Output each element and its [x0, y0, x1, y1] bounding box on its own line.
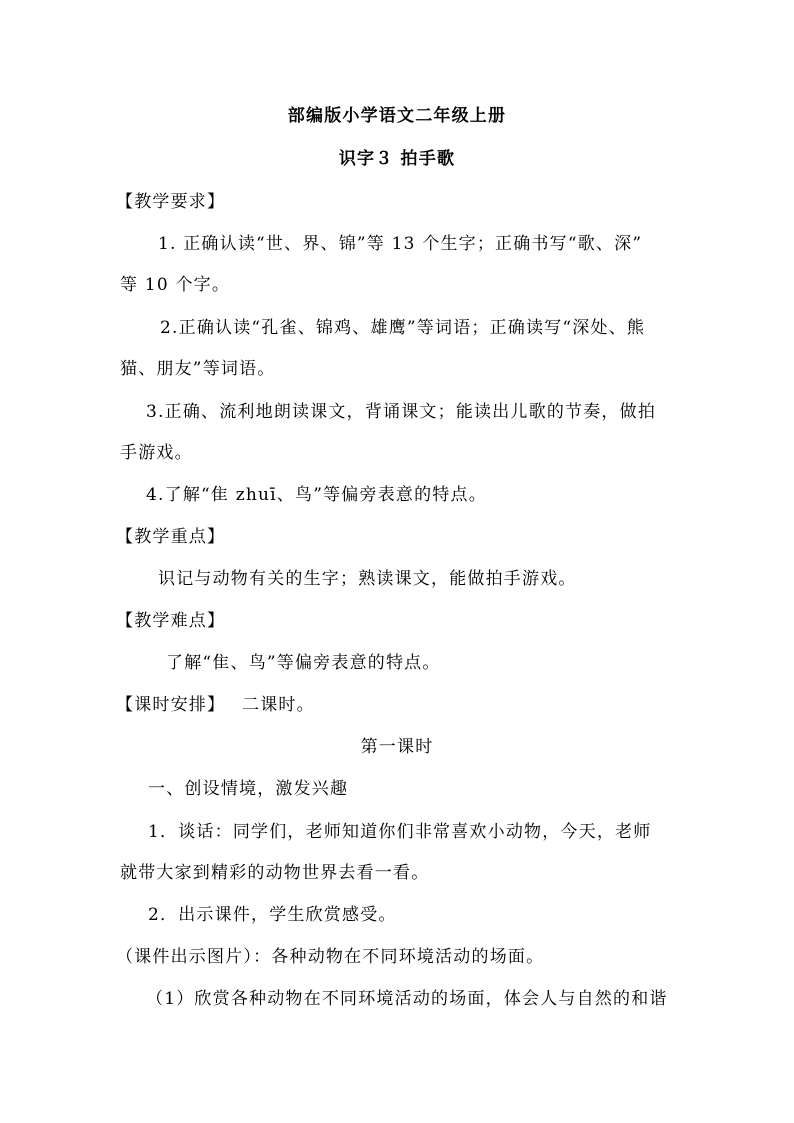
difficulties-text: 了解“隹、鸟”等偏旁表意的特点。	[166, 653, 441, 673]
lesson-line: 2．出示课件，学生欣赏感受。	[148, 905, 397, 925]
requirement-line: 等 10 个字。	[120, 275, 231, 295]
schedule-heading: 【课时安排】	[116, 695, 226, 715]
requirement-line: 3.正确、流利地朗读课文，背诵课文；能读出儿歌的节奏，做拍	[146, 402, 657, 422]
key-points-heading: 【教学重点】	[116, 527, 226, 547]
requirement-line: 4.了解“隹 zhuī、鸟”等偏旁表意的特点。	[146, 485, 487, 505]
difficulties-heading: 【教学难点】	[116, 611, 226, 631]
lesson-line: （课件出示图片）：各种动物在不同环境活动的场面。	[116, 947, 545, 967]
requirement-line: 猫、朋友”等词语。	[120, 359, 276, 379]
key-points-text: 识记与动物有关的生字；熟读课文，能做拍手游戏。	[158, 569, 577, 589]
requirements-heading: 【教学要求】	[116, 192, 226, 212]
requirement-line: 1. 正确认读“世、界、锦”等 13 个生字；正确书写“歌、深”	[158, 234, 643, 254]
section-heading: 一、创设情境，激发兴趣	[148, 779, 349, 799]
doc-title: 部编版小学语文二年级上册	[287, 106, 507, 126]
lesson-line: 1．谈话：同学们，老师知道你们非常喜欢小动物，今天，老师	[148, 822, 652, 842]
requirement-line: 2.正确认读“孔雀、锦鸡、雄鹰”等词语；正确读写“深处、熊	[160, 318, 646, 338]
lesson-title: 识字３ 拍手歌	[338, 149, 456, 169]
lesson1-title: 第一课时	[360, 737, 434, 757]
requirement-line: 手游戏。	[120, 443, 193, 463]
lesson-line: 就带大家到精彩的动物世界去看一看。	[120, 863, 430, 883]
schedule-text: 二课时。	[242, 695, 315, 715]
lesson-line: （1）欣赏各种动物在不同环境活动的场面，体会人与自然的和谐	[146, 989, 668, 1009]
